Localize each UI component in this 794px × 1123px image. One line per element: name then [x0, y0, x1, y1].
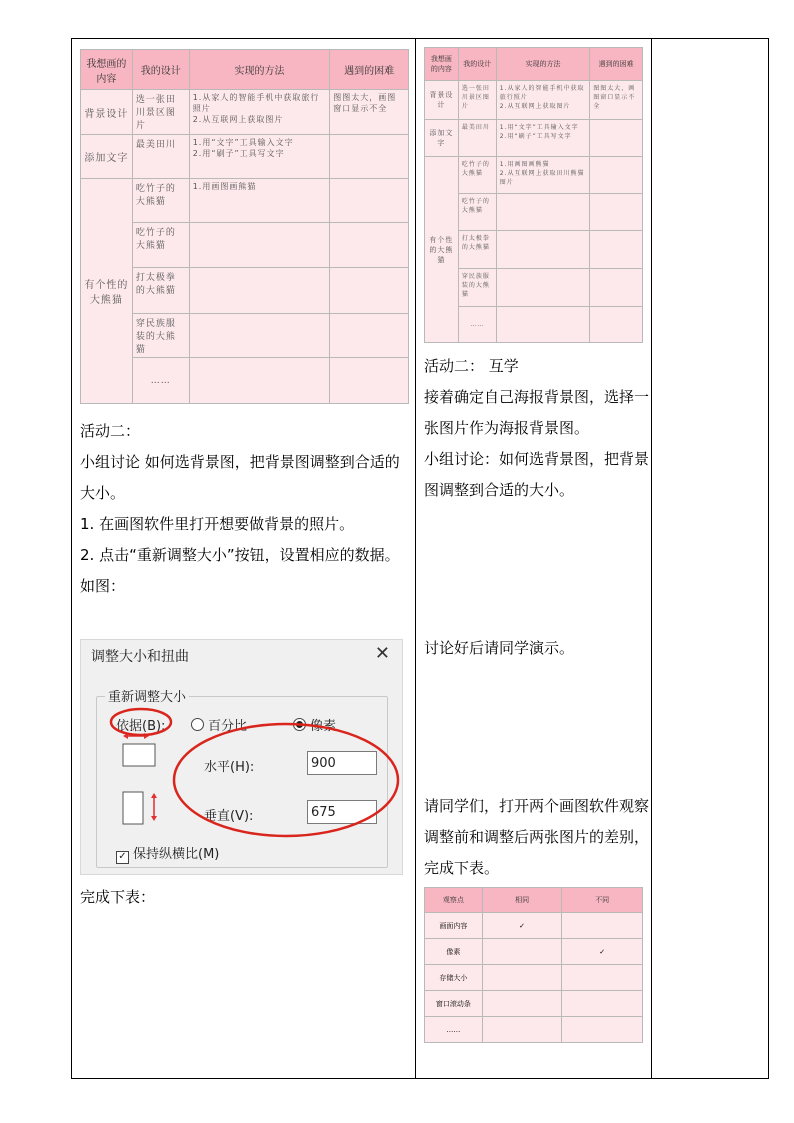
cell-method: 1.用画图画熊猫 [189, 179, 330, 223]
table-header-row [425, 888, 643, 913]
table-row [81, 135, 409, 179]
table-header-row [81, 50, 409, 90]
cell-method: 1.从家人的智能手机中获取旅行照片 2.从互联网上获取图片 [189, 90, 330, 135]
cell-same [482, 965, 562, 991]
cell-difficulty [590, 231, 643, 269]
cell-method [189, 358, 330, 404]
right-column [424, 47, 650, 506]
cell-method: 1.用“文字”工具输入文字 2.用“刷子”工具写文字 [496, 120, 589, 157]
cell-content: 背景设计 [81, 90, 133, 135]
cell-design: 选一张田川景区图片 [458, 81, 496, 120]
cell-difficulty: 图图太大，画图窗口显示不全 [330, 90, 409, 135]
annotation-circles [81, 640, 403, 875]
discussion-text: 小组讨论：如何选背景图，把背景图调整到合适的大小。 [424, 450, 650, 499]
table-row [425, 1017, 643, 1043]
cell-method [496, 231, 589, 269]
header-cell: 我的设计 [458, 48, 496, 81]
cell-diff: ✓ [562, 939, 643, 965]
cell-group-label: 有个性的大熊猫 [425, 157, 459, 343]
cell-design: …… [458, 307, 496, 343]
cell-diff [562, 1017, 643, 1043]
cell-design: 打太极拳的大熊猫 [132, 268, 189, 314]
cell-method [189, 223, 330, 268]
cell-difficulty [330, 135, 409, 179]
radio-percent-label: 百分比 [208, 719, 248, 734]
cell-point: 画面内容 [425, 913, 483, 939]
cell-difficulty [590, 120, 643, 157]
step-2: 2. 点击“重新调整大小”按钮，设置相应的数据。 [80, 546, 400, 564]
cell-design: 穿民族服装的大熊猫 [458, 269, 496, 307]
activity-title: 活动二： [80, 422, 141, 440]
cell-difficulty: 图图太大，画图窗口显示不全 [590, 81, 643, 120]
table-header-row [425, 48, 643, 81]
vertical-label: 垂直(V): [204, 809, 254, 824]
discussion-text: 小组讨论 如何选背景图，把背景图调整到合适的大小。 [80, 453, 400, 502]
cell-same: ✓ [482, 913, 562, 939]
cell-same [482, 939, 562, 965]
cell-difficulty [330, 314, 409, 358]
cell-difficulty [590, 307, 643, 343]
activity-title: 活动二： 互学 [424, 357, 519, 375]
vertical-input[interactable]: 675 [307, 800, 377, 824]
header-cell: 实现的方法 [189, 50, 330, 90]
table-row [425, 913, 643, 939]
design-table [80, 49, 409, 404]
dialog-title: 调整大小和扭曲 [91, 649, 189, 665]
horizontal-input[interactable]: 900 [307, 751, 377, 775]
header-cell: 我想画的内容 [425, 48, 459, 81]
header-cell: 遇到的困难 [330, 50, 409, 90]
basis-label: 依据(B): [116, 719, 166, 734]
cell-group-label: 有个性的大熊猫 [81, 179, 133, 404]
design-table-small [424, 47, 643, 343]
cell-same [482, 1017, 562, 1043]
cell-difficulty [330, 223, 409, 268]
cell-point: 存储大小 [425, 965, 483, 991]
cell-design: 穿民族服装的大熊猫 [132, 314, 189, 358]
cell-method [496, 307, 589, 343]
header-cell: 不同 [562, 888, 643, 913]
keep-ratio-label: 保持纵横比(M) [133, 847, 220, 862]
header-cell: 相同 [482, 888, 562, 913]
left-column [80, 49, 412, 602]
cell-point: 像素 [425, 939, 483, 965]
table-row [425, 991, 643, 1017]
step-1: 1. 在画图软件里打开想要做背景的照片。 [80, 515, 355, 533]
header-cell: 实现的方法 [496, 48, 589, 81]
cell-content: 添加文字 [425, 120, 459, 157]
cell-content: 添加文字 [81, 135, 133, 179]
cell-difficulty [590, 194, 643, 231]
group-label: 重新调整大小 [105, 686, 189, 705]
intro-text: 接着确定自己海报背景图，选择一张图片作为海报背景图。 [424, 388, 650, 437]
column-divider [415, 39, 416, 1078]
cell-content: 背景设计 [425, 81, 459, 120]
cell-design: 吃竹子的大熊猫 [132, 223, 189, 268]
cell-diff [562, 965, 643, 991]
table-row [425, 965, 643, 991]
complete-table-text: 完成下表： [80, 888, 156, 906]
cell-point: 窗口滚动条 [425, 991, 483, 1017]
cell-diff [562, 991, 643, 1017]
cell-method [496, 194, 589, 231]
header-cell: 遇到的困难 [590, 48, 643, 81]
cell-design: …… [132, 358, 189, 404]
cell-diff [562, 913, 643, 939]
page-frame [71, 38, 769, 1079]
observe-text: 请同学们，打开两个画图软件观察调整前和调整后两张图片的差别，完成下表。 [424, 797, 650, 877]
cell-design: 最美田川 [458, 120, 496, 157]
cell-method: 1.用“文字”工具输入文字 2.用“刷子”工具写文字 [189, 135, 330, 179]
cell-point: …… [425, 1017, 483, 1043]
cell-design: 吃竹子的大熊猫 [458, 194, 496, 231]
table-row [81, 179, 409, 223]
cell-design: 最美田川 [132, 135, 189, 179]
header-cell: 观察点 [425, 888, 483, 913]
cell-difficulty [330, 179, 409, 223]
close-icon[interactable]: ✕ [374, 643, 390, 664]
demo-text: 讨论好后请同学演示。 [424, 639, 575, 657]
header-cell: 我的设计 [132, 50, 189, 90]
resize-dialog [80, 639, 403, 875]
cell-same [482, 991, 562, 1017]
cell-method [496, 269, 589, 307]
table-row [425, 157, 643, 194]
table-row [425, 120, 643, 157]
cell-difficulty [590, 269, 643, 307]
cell-method: 1.用画图画熊猫 2.从互联网上获取田川熊猫图片 [496, 157, 589, 194]
table-row [425, 81, 643, 120]
as-shown-text: 如图： [80, 577, 126, 595]
radio-pixel-label: 像素 [310, 719, 337, 734]
column-divider [651, 39, 652, 1078]
horizontal-label: 水平(H): [204, 760, 255, 775]
cell-design: 吃竹子的大熊猫 [132, 179, 189, 223]
cell-design: 选一张田川景区图片 [132, 90, 189, 135]
table-row [425, 939, 643, 965]
table-row [81, 90, 409, 135]
observation-table [424, 887, 643, 1043]
header-cell: 我想画的内容 [81, 50, 133, 90]
cell-difficulty [590, 157, 643, 194]
cell-method: 1.从家人的智能手机中获取旅行照片 2.从互联网上获取图片 [496, 81, 589, 120]
cell-difficulty [330, 268, 409, 314]
cell-method [189, 314, 330, 358]
cell-method [189, 268, 330, 314]
check-icon: ✓ [116, 851, 129, 864]
cell-design: 吃竹子的大熊猫 [458, 157, 496, 194]
cell-difficulty [330, 358, 409, 404]
cell-design: 打太极拳的大熊猫 [458, 231, 496, 269]
